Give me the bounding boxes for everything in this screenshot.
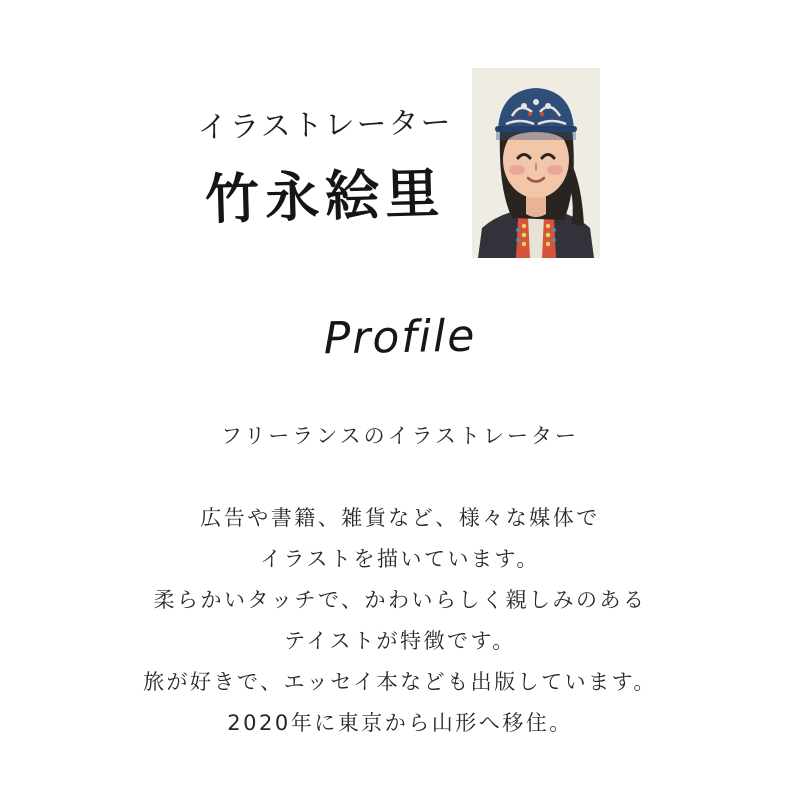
profile-body-line: 旅が好きで、エッセイ本なども出版しています。: [143, 670, 657, 694]
title-block: [180, 100, 470, 231]
header: [0, 58, 800, 258]
profile-body-line: イラストを描いています。: [260, 547, 540, 571]
role-title: イラストレーター: [197, 105, 453, 146]
profile-heading: Profile: [323, 310, 477, 365]
profile-body-line: テイストが特徴です。: [284, 629, 516, 653]
profile-body: [0, 498, 800, 744]
profile-body-line: 柔らかいタッチで、かわいらしく親しみのある: [153, 588, 647, 612]
profile-body-line: 広告や書籍、雑貨など、様々な媒体で: [200, 506, 600, 530]
artist-name: 竹永絵里: [204, 160, 446, 232]
portrait-illustration: [472, 68, 600, 258]
profile-body-line: 2020年に東京から山形へ移住。: [227, 711, 573, 735]
profile-lead: フリーランスのイラストレーター: [221, 424, 579, 448]
